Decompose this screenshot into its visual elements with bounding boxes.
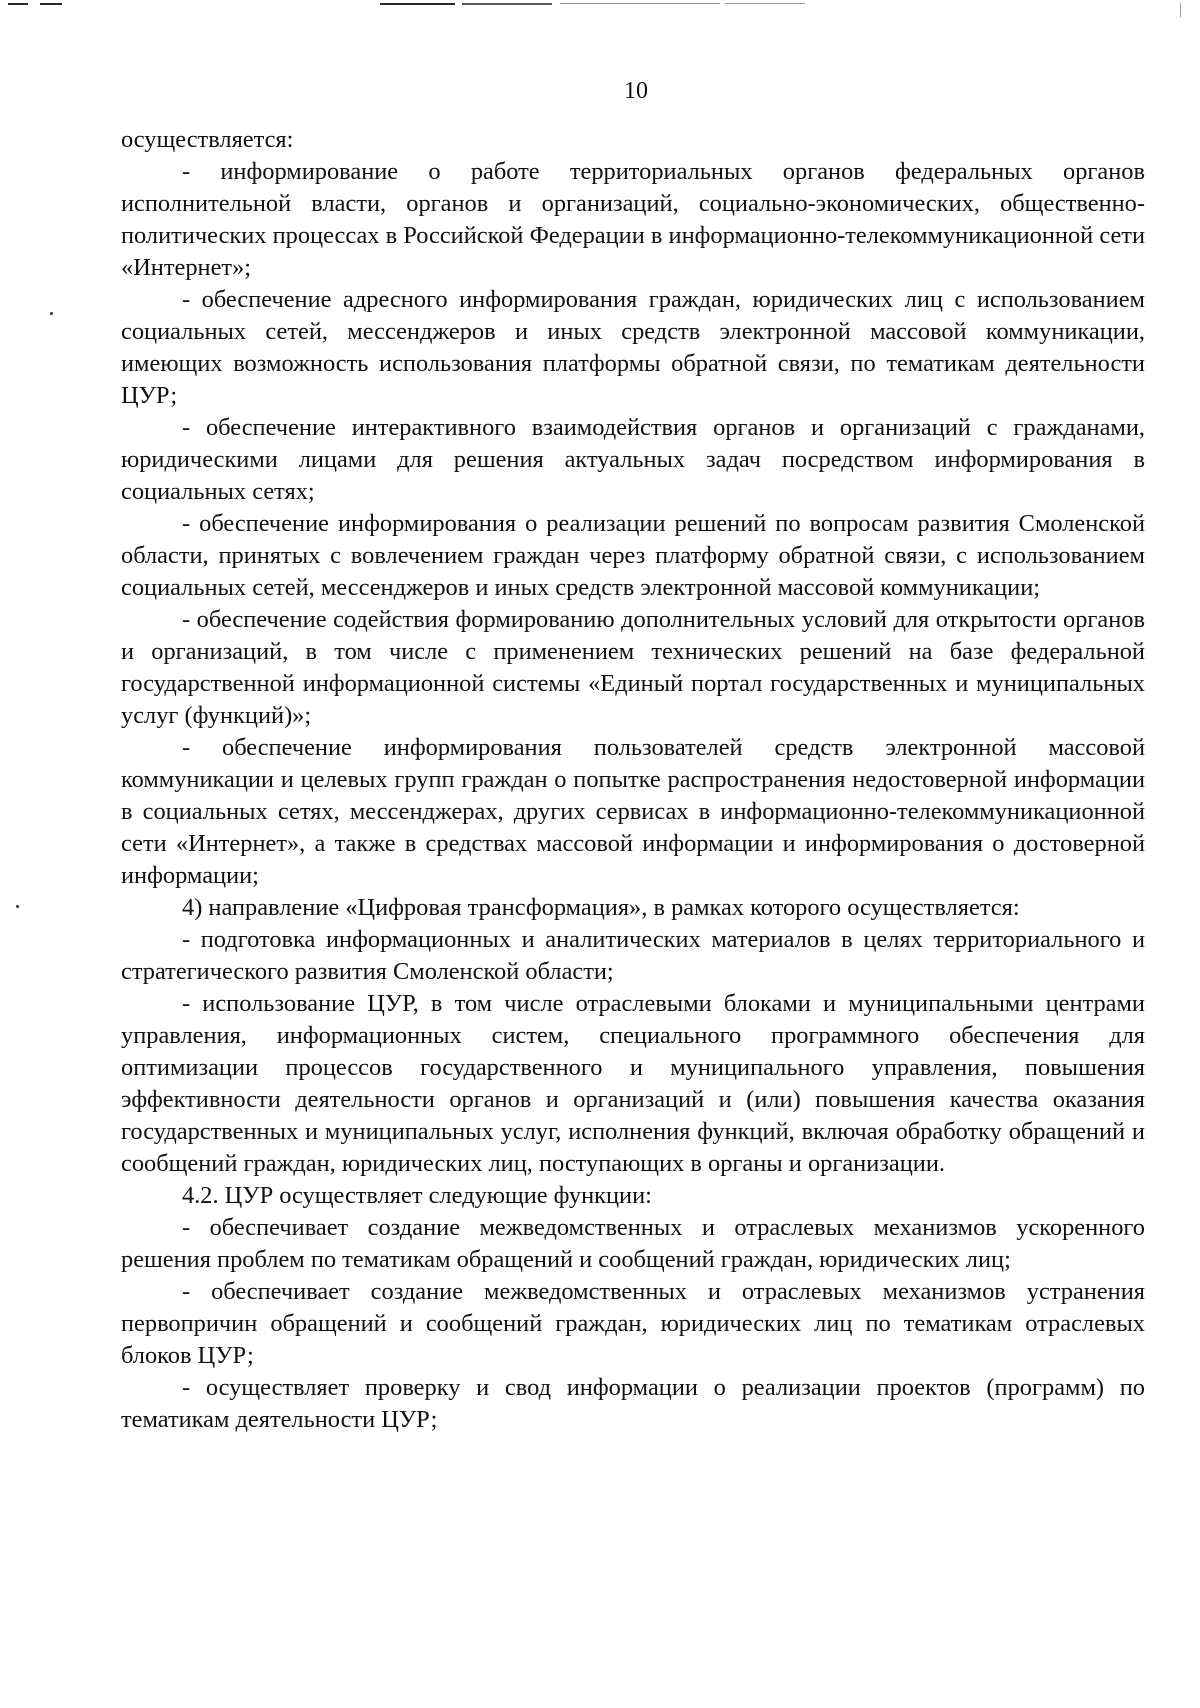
scan-artifact — [560, 3, 720, 4]
section-item: 4) направление «Цифровая трансформация», в рамках которого осуществляется: — [182, 894, 1020, 921]
list-item: - обеспечивает создание межведомственных и отраслевых механизмов устранения первопричин обращений и сообщений граждан, юридических лиц по тематикам отраслевых блоков ЦУР; — [121, 1278, 1145, 1369]
list-item: - обеспечение информирования пользователей средств электронной массовой коммуникации и целевых групп граждан о попытке распространения недостоверной информации в социальных сетях, мессенджерах, других сервисах в информационно-телекоммуникационной сети «Интернет», а также в средствах массовой информации и информирования о достоверной информации; — [121, 734, 1145, 889]
list-item: - обеспечение информирования о реализации решений по вопросам развития Смоленской области, принятых с вовлечением граждан через платформу обратной связи, с использованием социальных сетей, мессенджеров и иных средств электронной массовой коммуникации; — [121, 510, 1145, 601]
scan-artifact — [380, 3, 455, 5]
scan-artifact — [462, 3, 552, 5]
list-item: - использование ЦУР, в том числе отраслевыми блоками и муниципальными центрами управления, информационных систем, специального программного обеспечения для оптимизации процессов государственного и муниципального управления, повышения эффективности деятельности органов и организаций и (или) повышения качества оказания государственных и муниципальных услуг, исполнения функций, включая обработку обращений и сообщений граждан, юридических лиц, поступающих в органы и организации. — [121, 990, 1145, 1177]
list-item: - обеспечение адресного информирования граждан, юридических лиц с использованием социальных сетей, мессенджеров и иных средств электронной массовой коммуникации, имеющих возможность использования платформы обратной связи, по тематикам деятельности ЦУР; — [121, 286, 1145, 409]
document-body — [121, 124, 1145, 1436]
list-item: - подготовка информационных и аналитических материалов в целях территориального и стратегического развития Смоленской области; — [121, 926, 1145, 985]
scan-artifact — [40, 3, 62, 5]
list-item: - осуществляет проверку и свод информации о реализации проектов (программ) по тематикам деятельности ЦУР; — [121, 1374, 1145, 1433]
scan-speck — [50, 312, 53, 315]
list-item: - обеспечение интерактивного взаимодействия органов и организаций с гражданами, юридическими лицами для решения актуальных задач посредством информирования в социальных сетях; — [121, 414, 1145, 505]
scan-artifact — [1180, 3, 1181, 17]
list-item: - обеспечивает создание межведомственных и отраслевых механизмов ускоренного решения проблем по тематикам обращений и сообщений граждан, юридических лиц; — [121, 1214, 1145, 1273]
list-item: - информирование о работе территориальных органов федеральных органов исполнительной власти, органов и организаций, социально-экономических, общественно-политических процессах в Российской Федерации в информационно-телекоммуникационной сети «Интернет»; — [121, 158, 1145, 281]
paragraph: осуществляется: — [121, 126, 294, 153]
scan-artifact — [8, 3, 28, 5]
page-number: 10 — [624, 78, 648, 104]
section-heading: 4.2. ЦУР осуществляет следующие функции: — [182, 1182, 652, 1209]
list-item: - обеспечение содействия формированию дополнительных условий для открытости органов и организаций, в том числе с применением технических решений на базе федеральной государственной информационной системы «Единый портал государственных и муниципальных услуг (функций)»; — [121, 606, 1145, 729]
scan-artifact — [725, 3, 805, 4]
scan-speck — [16, 905, 19, 908]
